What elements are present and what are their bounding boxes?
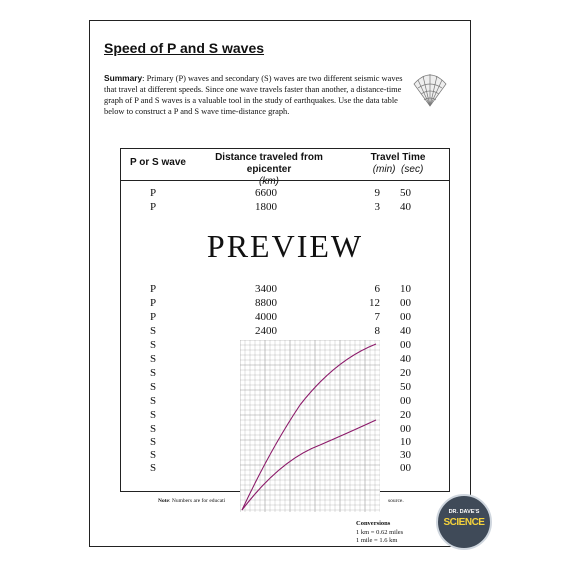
table-cell: 40 (400, 353, 411, 365)
table-cell: 00 (400, 297, 411, 309)
summary-text: : Primary (P) waves and secondary (S) waves are two different seismic waves that travel at different speeds. Since one wave travels faster than another, a distance-time graph of P and S waves is a valuable tool in the study of earthquakes. Use the data table below to construct a P and S wave time-distance graph. (104, 74, 403, 116)
table-cell: 12 (369, 297, 380, 309)
table-cell: 20 (400, 367, 411, 379)
table-cell: S (150, 409, 157, 421)
table-cell: S (150, 449, 157, 461)
table-cell: 8 (374, 325, 380, 337)
table-cell: P (150, 283, 157, 295)
page-title: Speed of P and S waves (104, 40, 265, 56)
table-cell: S (150, 367, 157, 379)
footnote-text: : Numbers are for educati (169, 498, 226, 504)
table-cell: S (150, 436, 157, 448)
header-sec: (sec) (401, 164, 424, 175)
table-cell: P (150, 311, 157, 323)
header-distance-label: Distance traveled from epicenter (215, 152, 323, 175)
preview-watermark: PREVIEW (206, 228, 364, 264)
table-cell: 3 (374, 201, 380, 213)
table-cell: P (150, 201, 157, 213)
table-cell: 00 (400, 395, 411, 407)
table-row (120, 311, 450, 324)
seashell-icon (410, 70, 450, 108)
header-wave-type: P or S wave (130, 157, 186, 168)
conversion-line: 1 mile = 1.6 km (356, 537, 398, 544)
table-cell: S (150, 462, 157, 474)
table-cell: 00 (400, 339, 411, 351)
table-row (120, 283, 450, 296)
summary-paragraph (104, 73, 404, 117)
table-cell: S (150, 381, 157, 393)
table-row (120, 187, 450, 200)
table-cell: 00 (400, 423, 411, 435)
table-cell: 10 (400, 436, 411, 448)
table-cell: S (150, 353, 157, 365)
header-distance-unit: (km) (259, 176, 279, 187)
table-cell: 2400 (255, 325, 277, 337)
brand-logo (436, 494, 492, 550)
conversions-box (356, 520, 403, 546)
table-cell: 1800 (255, 201, 277, 213)
table-row (120, 297, 450, 310)
summary-label: Summary (104, 73, 143, 83)
table-cell: 00 (400, 462, 411, 474)
logo-main-text: SCIENCE (443, 517, 485, 528)
conversions-heading: Conversions (356, 520, 391, 527)
table-cell: 4000 (255, 311, 277, 323)
table-cell: 7 (374, 311, 380, 323)
table-cell: 9 (374, 187, 380, 199)
table-cell: 6 (374, 283, 380, 295)
table-cell: 00 (400, 311, 411, 323)
table-row (120, 325, 450, 338)
header-travel-time (360, 152, 436, 176)
table-cell: P (150, 187, 157, 199)
table-cell: 6600 (255, 187, 277, 199)
logo-top-text: DR. DAVE'S (448, 509, 480, 515)
header-divider (120, 180, 450, 181)
table-cell: S (150, 325, 157, 337)
footnote-label: Note (158, 498, 169, 504)
table-cell: 50 (400, 381, 411, 393)
table-cell: 40 (400, 325, 411, 337)
footnote (158, 498, 225, 504)
graph-paper-overlay (240, 340, 380, 512)
table-cell: 30 (400, 449, 411, 461)
table-cell: 50 (400, 187, 411, 199)
header-min: (min) (372, 164, 396, 175)
table-cell: 20 (400, 409, 411, 421)
table-cell: 10 (400, 283, 411, 295)
header-distance (205, 152, 333, 188)
table-cell: S (150, 339, 157, 351)
table-row (120, 201, 450, 214)
table-cell: 8800 (255, 297, 277, 309)
header-travel-time-label: Travel Time (370, 152, 426, 163)
conversion-line: 1 km = 0.62 miles (356, 528, 404, 536)
footnote-tail: source. (388, 498, 404, 504)
table-cell: 3400 (255, 283, 277, 295)
table-cell: 40 (400, 201, 411, 213)
table-cell: S (150, 423, 157, 435)
table-cell: S (150, 395, 157, 407)
table-cell: P (150, 297, 157, 309)
